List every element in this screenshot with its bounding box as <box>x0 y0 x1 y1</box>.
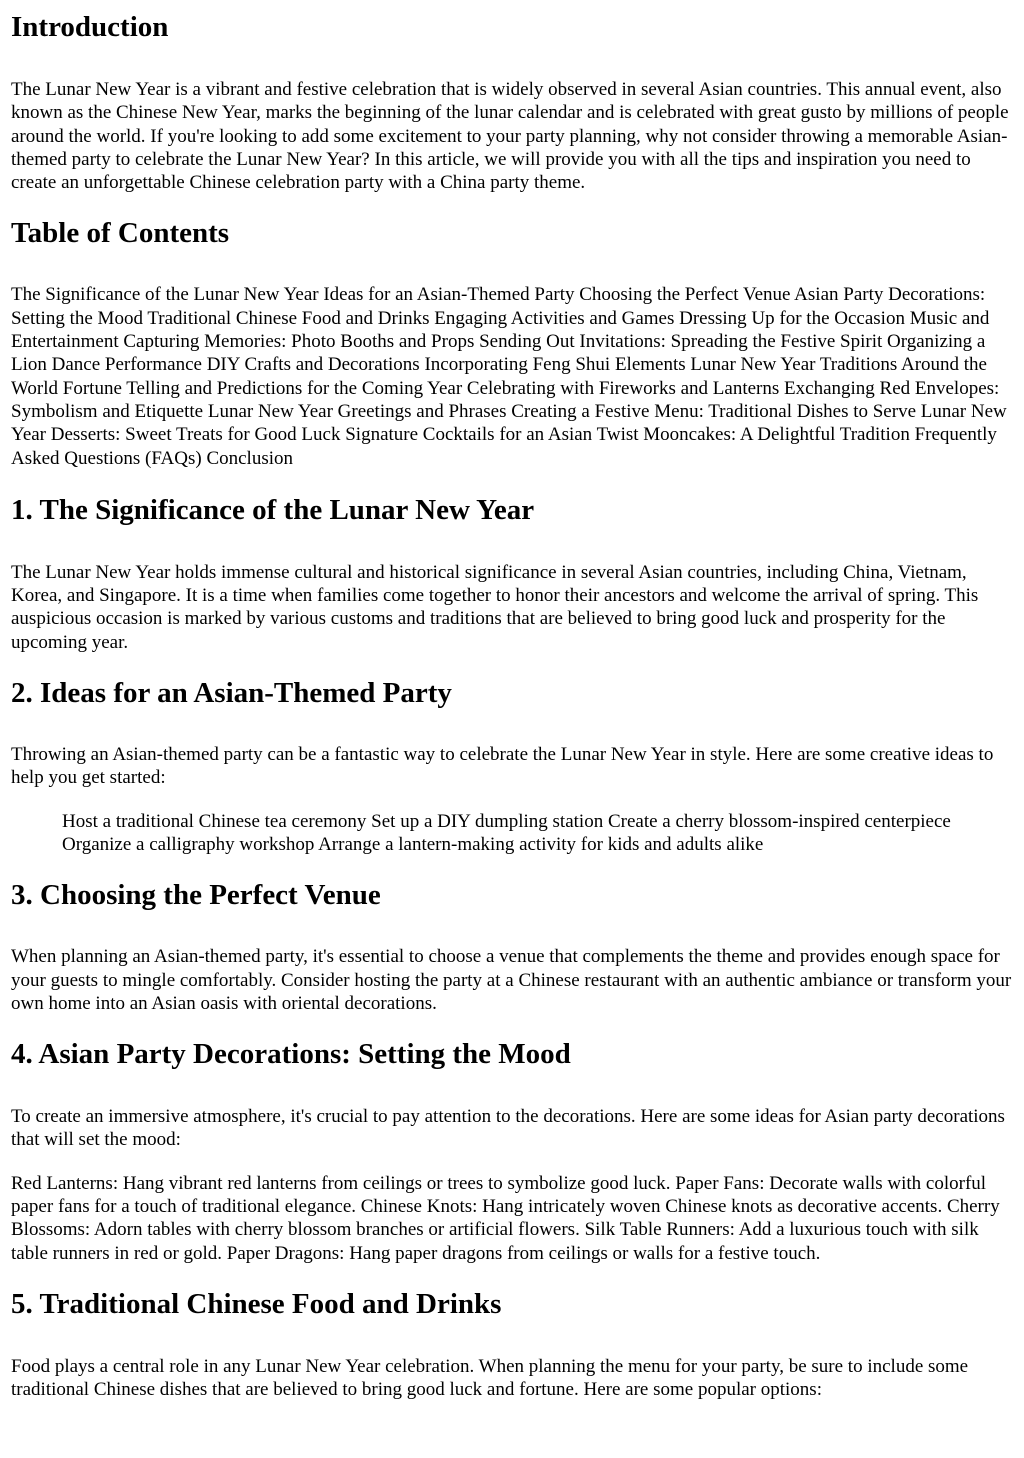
section-2-paragraph: Throwing an Asian-themed party can be a fantastic way to celebrate the Lunar New Year in style. Here are some creative ideas to help you get started: <box>11 744 994 789</box>
section-2-idea-list: Host a traditional Chinese tea ceremony Set up a DIY dumpling station Create a cherry blossom-inspired centerpiece Organize a calligraphy workshop Arrange a lantern-making activity for kids and adults alike <box>62 810 951 855</box>
section-1-paragraph: The Lunar New Year holds immense cultural and historical significance in several Asian countries, including China, Vietnam, Korea, and Singapore. It is a time when families come together to honor their ancestors and welcome the arrival of spring. This auspicious occasion is marked by various customs and traditions that are believed to bring good luck and prosperity for the upcoming year. <box>11 561 979 653</box>
section-5-paragraph: Food plays a central role in any Lunar New Year celebration. When planning the menu for your party, be sure to include some traditional Chinese dishes that are believed to bring good luck and fortune. Here are some popular options: <box>11 1355 969 1401</box>
toc-heading: Table of Contents <box>11 217 230 250</box>
section-1-heading: 1. The Significance of the Lunar New Year <box>11 493 535 526</box>
toc-list: The Significance of the Lunar New Year Ideas for an Asian-Themed Party Choosing the Perfect Venue Asian Party Decorations: Setting the Mood Traditional Chinese Food and Drinks Engaging Activities and Games Dressing Up for the Occasion Music and Entertainment Capturing Memories: Photo Booths and Props Sending Out Invitations: Spreading the Festive Spirit Organizing a Lion Dance Performance DIY Crafts and Decorations Incorporating Feng Shui Elements Lunar New Year Traditions Around the World Fortune Telling and Predictions for the Coming Year Celebrating with Fireworks and Lanterns Exchanging Red Envelopes: Symbolism and Etiquette Lunar New Year Greetings and Phrases Creating a Festive Menu: Traditional Dishes to Serve Lunar New Year Desserts: Sweet Treats for Good Luck Signature Cocktails for an Asian Twist Mooncakes: A Delightful Tradition Frequently Asked Questions (FAQs) Conclusion <box>11 284 1007 469</box>
intro-paragraph: The Lunar New Year is a vibrant and festive celebration that is widely observed in several Asian countries. This annual event, also known as the Chinese New Year, marks the beginning of the lunar calendar and is celebrated with great gusto by millions of people around the world. If you're looking to add some excitement to your party planning, why not consider throwing a memorable Asian-themed party to celebrate the Lunar New Year? In this article, we will provide you with all the tips and inspiration you need to create an unforgettable Chinese celebration party with a China party theme. <box>11 79 1009 194</box>
article <box>0 10 1024 1402</box>
section-3-heading: 3. Choosing the Perfect Venue <box>11 879 381 912</box>
section-4-paragraph: To create an immersive atmosphere, it's crucial to pay attention to the decorations. Here are some ideas for Asian party decorations that will set the mood: <box>11 1106 1005 1151</box>
section-4-decoration-list: Red Lanterns: Hang vibrant red lanterns from ceilings or trees to symbolize good luck. Paper Fans: Decorate walls with colorful paper fans for a touch of traditional elegance. Chinese Knots: Hang intricately woven Chinese knots as decorative accents. Cherry Blossoms: Adorn tables with cherry blossom branches or artificial flowers. Silk Table Runners: Add a luxurious touch with silk table runners in red or gold. Paper Dragons: Hang paper dragons from ceilings or walls for a festive touch. <box>11 1172 1000 1264</box>
intro-heading: Introduction <box>11 11 169 43</box>
section-5-heading: 5. Traditional Chinese Food and Drinks <box>11 1287 502 1320</box>
section-3-paragraph: When planning an Asian-themed party, it's essential to choose a venue that complements the theme and provides enough space for your guests to mingle comfortably. Consider hosting the party at a Chinese restaurant with an authentic ambiance or transform your own home into an Asian oasis with oriental decorations. <box>11 946 1012 1014</box>
section-4-heading: 4. Asian Party Decorations: Setting the Mood <box>11 1038 571 1071</box>
section-2-heading: 2. Ideas for an Asian-Themed Party <box>11 677 452 710</box>
